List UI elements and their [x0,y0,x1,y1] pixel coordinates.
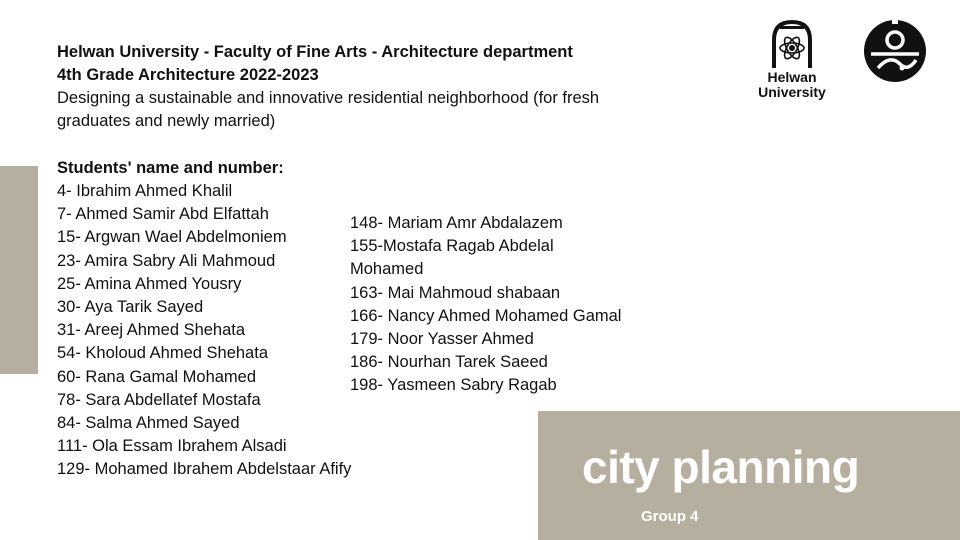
list-item: 15- Argwan Wael Abdelmoniem [57,228,287,247]
helwan-university-logo-text [752,70,832,100]
list-item: 60- Rana Gamal Mohamed [57,367,257,386]
faculty-fine-arts-logo-icon [862,18,928,84]
header-line-project: Designing a sustainable and innovative residential neighborhood (for fresh graduates and newly married) [57,89,600,130]
students-list-col1 [57,180,351,482]
list-item: 198- Yasmeen Sabry Ragab [350,376,557,395]
list-item: 54- Kholoud Ahmed Shehata [57,344,268,363]
list-item: 4- Ibrahim Ahmed Khalil [57,182,233,200]
students-list-col2 [350,212,621,398]
left-accent-band [0,166,38,374]
list-item: 155-Mostafa Ragab Abdelal Mohamed [350,237,554,279]
list-item: 166- Nancy Ahmed Mohamed Gamal [350,306,622,325]
list-item: 7- Ahmed Samir Abd Elfattah [57,205,269,224]
list-item: 163- Mai Mahmoud shabaan [350,283,561,302]
list-item: 129- Mohamed Ibrahem Abdelstaar Afify [57,460,352,479]
group-label: Group 4 [641,508,699,525]
list-item: 179- Noor Yasser Ahmed [350,330,534,349]
list-item: 186- Nourhan Tarek Saeed [350,353,548,372]
list-item: 111- Ola Essam Ibrahem Alsadi [57,437,287,456]
list-item: 78- Sara Abdellatef Mostafa [57,390,261,409]
logo-text-line2: University [758,84,826,100]
title-box [538,411,960,540]
list-item: 148- Mariam Amr Abdalazem [350,214,563,232]
students-title: Students' name and number: [57,159,284,177]
main-title: city planning [582,441,860,493]
logo-text-line1: Helwan [767,69,817,85]
list-item: 31- Areej Ahmed Shehata [57,321,246,340]
header-line-grade: 4th Grade Architecture 2022-2023 [57,66,319,84]
list-item: 84- Salma Ahmed Sayed [57,414,240,433]
list-item: 23- Amira Sabry Ali Mahmoud [57,251,276,270]
list-item: 25- Amina Ahmed Yousry [57,274,242,293]
list-item: 30- Aya Tarik Sayed [57,298,204,317]
header-line-university: Helwan University - Faculty of Fine Arts - Architecture department [57,43,573,61]
slide-header [57,41,677,133]
